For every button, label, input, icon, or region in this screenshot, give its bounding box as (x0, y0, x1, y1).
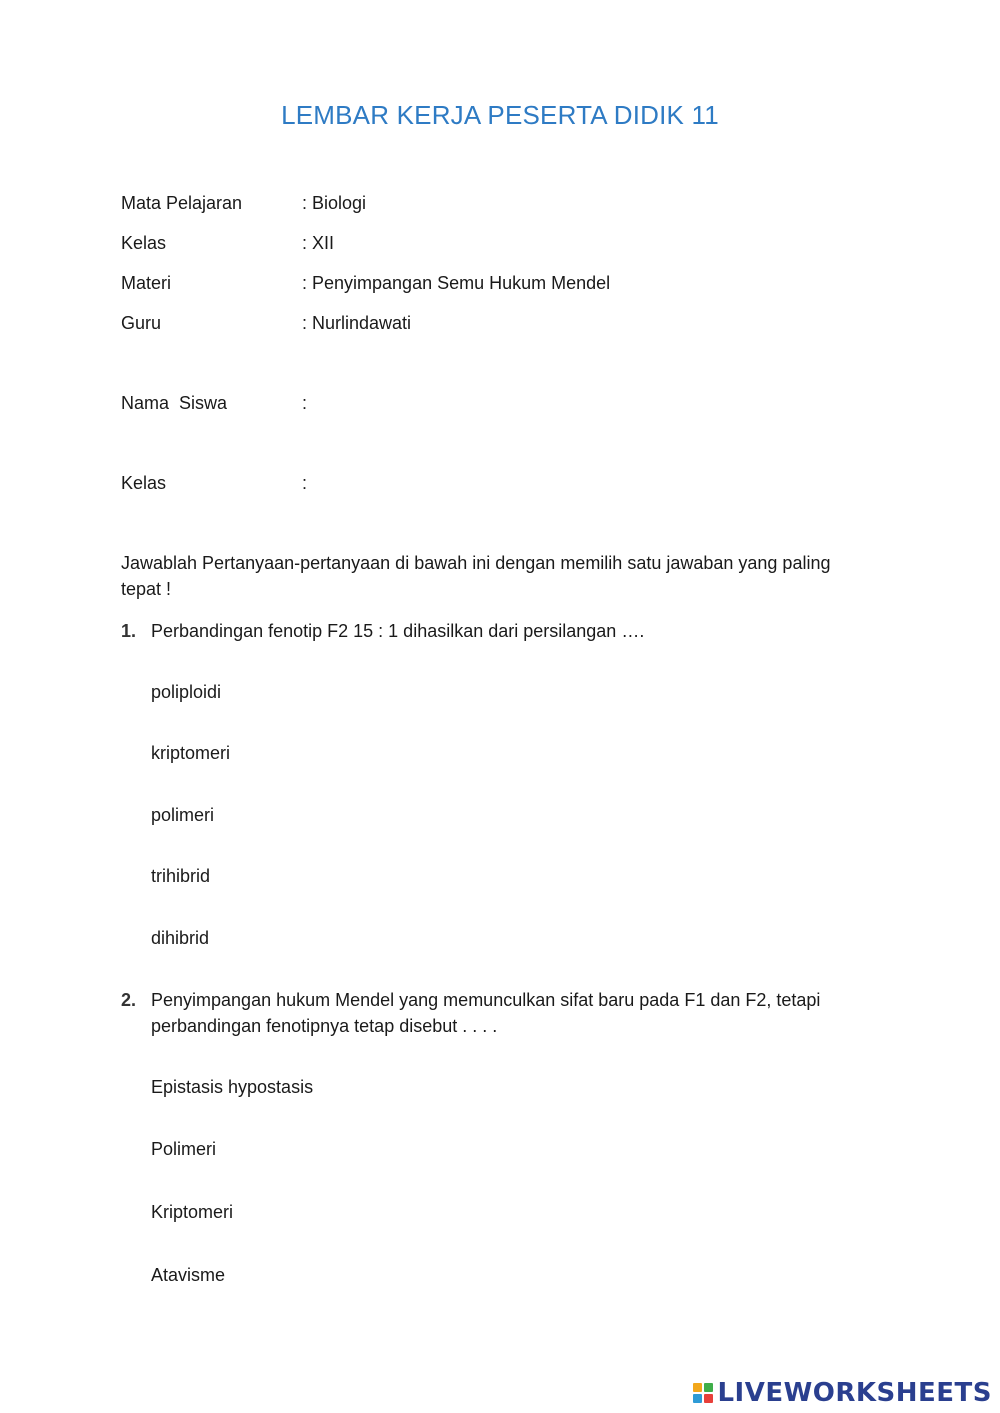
logo-grid-icon (693, 1383, 713, 1403)
instruction-text: Jawablah Pertanyaan-pertanyaan di bawah ini dengan memilih satu jawaban yang paling tepat ! (121, 553, 831, 599)
answer-option[interactable]: kriptomeri (151, 743, 231, 763)
info-label: Materi (121, 273, 172, 293)
student-class-label: Kelas (121, 473, 167, 493)
info-value: : Penyimpangan Semu Hukum Mendel (302, 273, 611, 293)
question-1 (121, 618, 861, 644)
info-label: Mata Pelajaran (121, 193, 243, 213)
worksheet-title: LEMBAR KERJA PESERTA DIDIK 11 (281, 100, 719, 130)
student-class-field[interactable]: : (302, 473, 308, 493)
logo-text: LIVEWORKSHEETS (717, 1378, 992, 1408)
question-text: Perbandingan fenotip F2 15 : 1 dihasilkan dari persilangan …. (151, 621, 645, 641)
answer-option[interactable]: Polimeri (151, 1139, 217, 1159)
answer-option[interactable]: Epistasis hypostasis (151, 1077, 314, 1097)
logo-square-icon (704, 1394, 713, 1403)
answer-option[interactable]: dihibrid (151, 928, 210, 948)
question-number: 1. (121, 621, 137, 641)
answer-option[interactable]: polimeri (151, 805, 215, 825)
question-number: 2. (121, 990, 137, 1010)
logo-square-icon (693, 1383, 702, 1392)
info-label: Kelas (121, 233, 167, 253)
info-value: : XII (302, 233, 335, 253)
logo-square-icon (704, 1383, 713, 1392)
info-label: Guru (121, 313, 162, 333)
student-name-field[interactable]: : (302, 393, 308, 413)
answer-option[interactable]: Atavisme (151, 1265, 226, 1285)
info-value: : Biologi (302, 193, 367, 213)
info-value: : Nurlindawati (302, 313, 412, 333)
question-2 (121, 987, 861, 1039)
answer-option[interactable]: Kriptomeri (151, 1202, 234, 1222)
answer-option[interactable]: poliploidi (151, 682, 222, 702)
logo-square-icon (693, 1394, 702, 1403)
question-text: Penyimpangan hukum Mendel yang memunculkan sifat baru pada F1 dan F2, tetapi perbandingan fenotipnya tetap disebut . . . . (151, 990, 821, 1036)
answer-option[interactable]: trihibrid (151, 866, 211, 886)
student-name-label: Nama Siswa (121, 393, 228, 413)
liveworksheets-logo (693, 1377, 992, 1409)
